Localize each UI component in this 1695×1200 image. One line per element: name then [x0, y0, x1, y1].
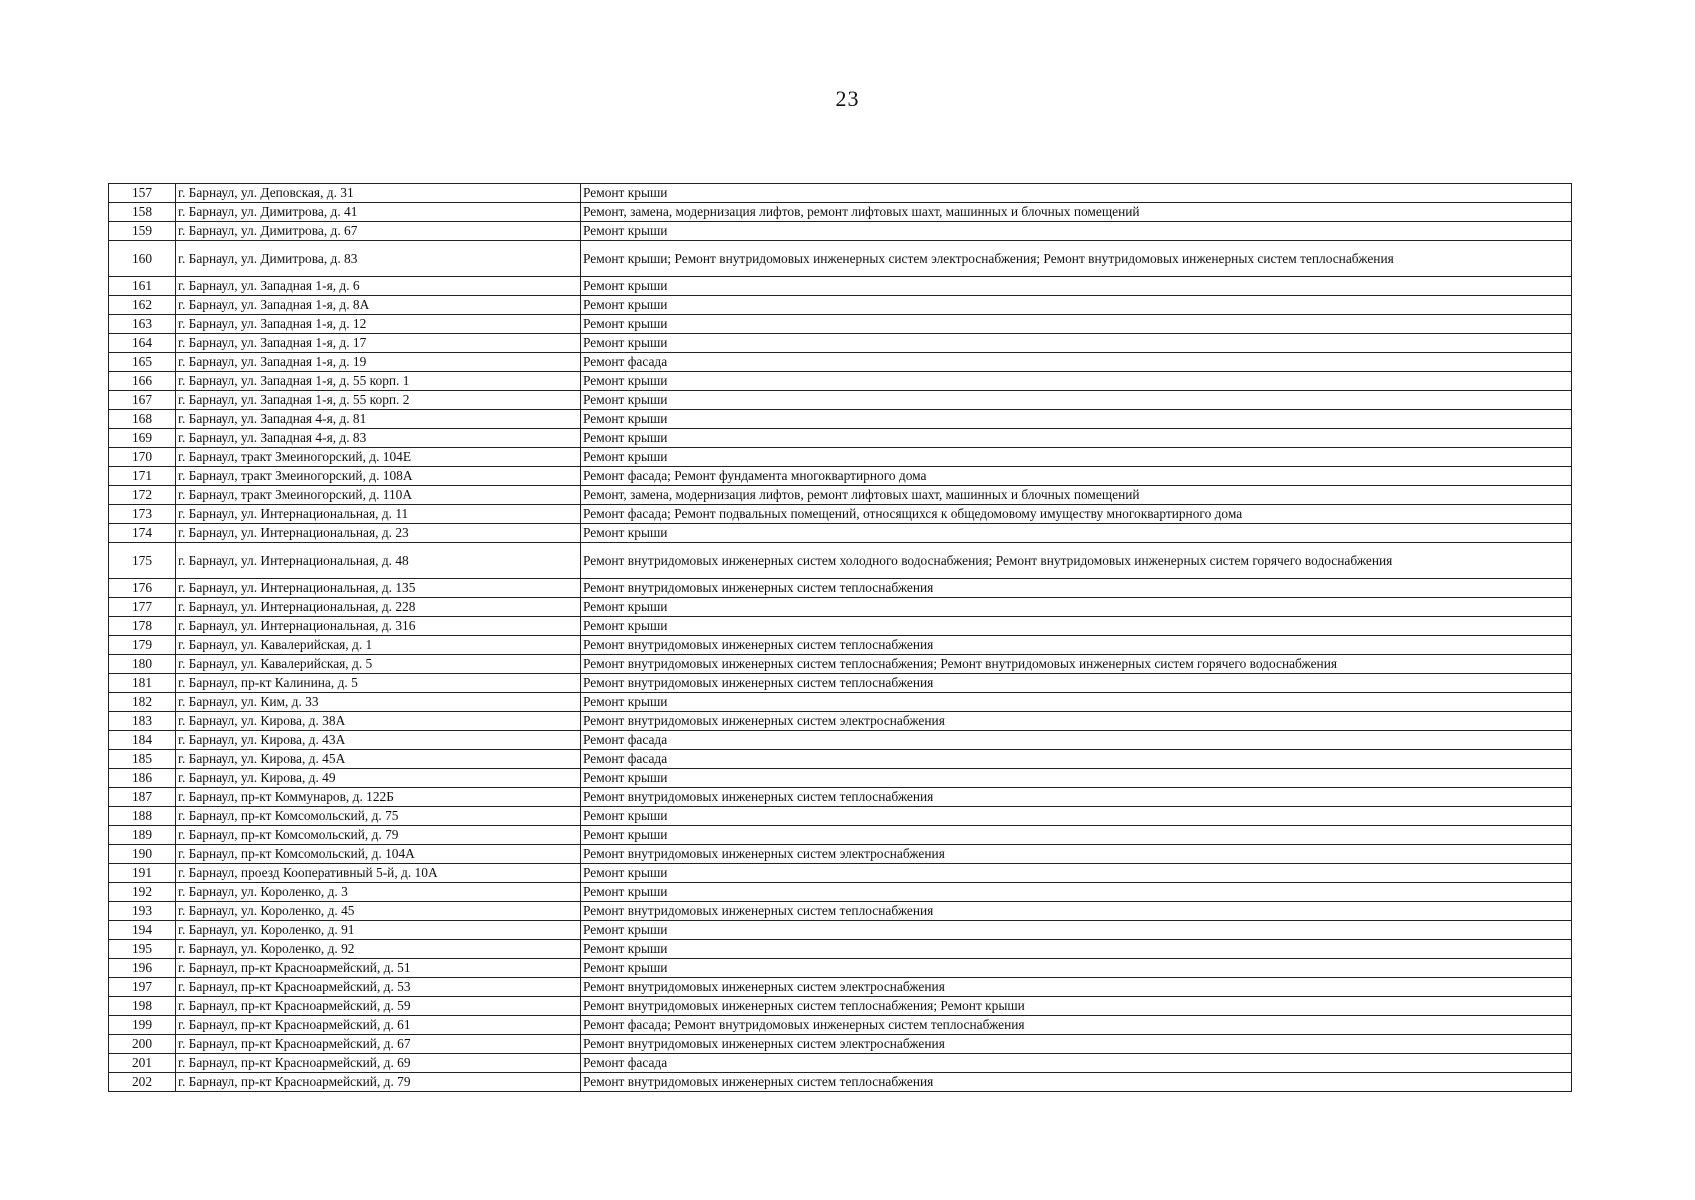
- row-number-cell: 193: [109, 902, 176, 921]
- address-cell: г. Барнаул, ул. Интернациональная, д. 11: [176, 505, 581, 524]
- table-row: [109, 617, 1572, 636]
- row-number-cell: 173: [109, 505, 176, 524]
- address-cell: г. Барнаул, пр-кт Калинина, д. 5: [176, 674, 581, 693]
- row-number-cell: 202: [109, 1073, 176, 1092]
- table-row: [109, 807, 1572, 826]
- work-type-cell: Ремонт крыши: [581, 429, 1572, 448]
- address-cell: г. Барнаул, пр-кт Красноармейский, д. 79: [176, 1073, 581, 1092]
- address-cell: г. Барнаул, ул. Короленко, д. 45: [176, 902, 581, 921]
- work-type-cell: Ремонт крыши: [581, 921, 1572, 940]
- row-number-cell: 157: [109, 184, 176, 203]
- row-number-cell: 199: [109, 1016, 176, 1035]
- row-number-cell: 182: [109, 693, 176, 712]
- address-cell: г. Барнаул, ул. Ким, д. 33: [176, 693, 581, 712]
- row-number-cell: 159: [109, 222, 176, 241]
- address-cell: г. Барнаул, ул. Интернациональная, д. 48: [176, 543, 581, 579]
- work-type-cell: Ремонт внутридомовых инженерных систем электроснабжения: [581, 712, 1572, 731]
- row-number-cell: 179: [109, 636, 176, 655]
- work-type-cell: Ремонт фасада; Ремонт внутридомовых инженерных систем теплоснабжения: [581, 1016, 1572, 1035]
- address-cell: г. Барнаул, ул. Интернациональная, д. 316: [176, 617, 581, 636]
- work-type-cell: Ремонт внутридомовых инженерных систем теплоснабжения: [581, 579, 1572, 598]
- address-cell: г. Барнаул, проезд Кооперативный 5-й, д. 10А: [176, 864, 581, 883]
- table-row: [109, 693, 1572, 712]
- row-number-cell: 169: [109, 429, 176, 448]
- table-row: [109, 921, 1572, 940]
- table-row: [109, 579, 1572, 598]
- row-number-cell: 178: [109, 617, 176, 636]
- table-row: [109, 184, 1572, 203]
- row-number-cell: 164: [109, 334, 176, 353]
- address-cell: г. Барнаул, ул. Интернациональная, д. 228: [176, 598, 581, 617]
- table-row: [109, 864, 1572, 883]
- work-type-cell: Ремонт внутридомовых инженерных систем теплоснабжения: [581, 902, 1572, 921]
- work-type-cell: Ремонт фасада: [581, 731, 1572, 750]
- table-row: [109, 429, 1572, 448]
- row-number-cell: 180: [109, 655, 176, 674]
- registry-table: [108, 183, 1572, 1092]
- address-cell: г. Барнаул, ул. Западная 1-я, д. 17: [176, 334, 581, 353]
- row-number-cell: 189: [109, 826, 176, 845]
- work-type-cell: Ремонт, замена, модернизация лифтов, ремонт лифтовых шахт, машинных и блочных помещений: [581, 486, 1572, 505]
- row-number-cell: 196: [109, 959, 176, 978]
- work-type-cell: Ремонт крыши: [581, 959, 1572, 978]
- work-type-cell: Ремонт фасада: [581, 353, 1572, 372]
- table-row: [109, 203, 1572, 222]
- table-row: [109, 222, 1572, 241]
- table-row: [109, 1016, 1572, 1035]
- table-row: [109, 674, 1572, 693]
- address-cell: г. Барнаул, ул. Западная 1-я, д. 8А: [176, 296, 581, 315]
- row-number-cell: 176: [109, 579, 176, 598]
- address-cell: г. Барнаул, ул. Западная 4-я, д. 83: [176, 429, 581, 448]
- work-type-cell: Ремонт крыши: [581, 826, 1572, 845]
- work-type-cell: Ремонт внутридомовых инженерных систем электроснабжения: [581, 1035, 1572, 1054]
- table-row: [109, 598, 1572, 617]
- row-number-cell: 198: [109, 997, 176, 1016]
- address-cell: г. Барнаул, ул. Кирова, д. 38А: [176, 712, 581, 731]
- table-row: [109, 410, 1572, 429]
- work-type-cell: Ремонт крыши: [581, 277, 1572, 296]
- work-type-cell: Ремонт крыши: [581, 864, 1572, 883]
- address-cell: г. Барнаул, пр-кт Красноармейский, д. 51: [176, 959, 581, 978]
- address-cell: г. Барнаул, пр-кт Коммунаров, д. 122Б: [176, 788, 581, 807]
- table-row: [109, 750, 1572, 769]
- table-row: [109, 372, 1572, 391]
- address-cell: г. Барнаул, ул. Интернациональная, д. 135: [176, 579, 581, 598]
- row-number-cell: 172: [109, 486, 176, 505]
- work-type-cell: Ремонт крыши: [581, 448, 1572, 467]
- table-row: [109, 769, 1572, 788]
- work-type-cell: Ремонт фасада; Ремонт подвальных помещений, относящихся к общедомовому имуществу многоквартирного дома: [581, 505, 1572, 524]
- row-number-cell: 187: [109, 788, 176, 807]
- work-type-cell: Ремонт крыши: [581, 296, 1572, 315]
- work-type-cell: Ремонт крыши: [581, 391, 1572, 410]
- table-row: [109, 353, 1572, 372]
- work-type-cell: Ремонт крыши: [581, 222, 1572, 241]
- row-number-cell: 188: [109, 807, 176, 826]
- address-cell: г. Барнаул, пр-кт Комсомольский, д. 79: [176, 826, 581, 845]
- table-row: [109, 712, 1572, 731]
- table-row: [109, 467, 1572, 486]
- address-cell: г. Барнаул, пр-кт Красноармейский, д. 59: [176, 997, 581, 1016]
- work-type-cell: Ремонт крыши: [581, 598, 1572, 617]
- table-row: [109, 655, 1572, 674]
- address-cell: г. Барнаул, ул. Интернациональная, д. 23: [176, 524, 581, 543]
- address-cell: г. Барнаул, ул. Кирова, д. 49: [176, 769, 581, 788]
- row-number-cell: 191: [109, 864, 176, 883]
- table-row: [109, 731, 1572, 750]
- work-type-cell: Ремонт внутридомовых инженерных систем теплоснабжения: [581, 1073, 1572, 1092]
- work-type-cell: Ремонт крыши: [581, 410, 1572, 429]
- work-type-cell: Ремонт фасада; Ремонт фундамента многоквартирного дома: [581, 467, 1572, 486]
- work-type-cell: Ремонт крыши; Ремонт внутридомовых инженерных систем электроснабжения; Ремонт внутридомовых инженерных систем теплоснабжения: [581, 241, 1572, 277]
- work-type-cell: Ремонт крыши: [581, 883, 1572, 902]
- address-cell: г. Барнаул, ул. Димитрова, д. 41: [176, 203, 581, 222]
- row-number-cell: 185: [109, 750, 176, 769]
- row-number-cell: 183: [109, 712, 176, 731]
- address-cell: г. Барнаул, ул. Деповская, д. 31: [176, 184, 581, 203]
- row-number-cell: 160: [109, 241, 176, 277]
- address-cell: г. Барнаул, ул. Западная 1-я, д. 55 корп. 1: [176, 372, 581, 391]
- work-type-cell: Ремонт внутридомовых инженерных систем теплоснабжения: [581, 788, 1572, 807]
- work-type-cell: Ремонт внутридомовых инженерных систем электроснабжения: [581, 978, 1572, 997]
- address-cell: г. Барнаул, ул. Димитрова, д. 83: [176, 241, 581, 277]
- address-cell: г. Барнаул, ул. Кирова, д. 45А: [176, 750, 581, 769]
- table-row: [109, 845, 1572, 864]
- address-cell: г. Барнаул, ул. Западная 4-я, д. 81: [176, 410, 581, 429]
- table-row: [109, 883, 1572, 902]
- table-row: [109, 940, 1572, 959]
- work-type-cell: Ремонт внутридомовых инженерных систем теплоснабжения; Ремонт крыши: [581, 997, 1572, 1016]
- address-cell: г. Барнаул, пр-кт Красноармейский, д. 53: [176, 978, 581, 997]
- table-row: [109, 1054, 1572, 1073]
- work-type-cell: Ремонт крыши: [581, 334, 1572, 353]
- row-number-cell: 170: [109, 448, 176, 467]
- work-type-cell: Ремонт крыши: [581, 617, 1572, 636]
- work-type-cell: Ремонт внутридомовых инженерных систем теплоснабжения: [581, 674, 1572, 693]
- table-row: [109, 902, 1572, 921]
- address-cell: г. Барнаул, ул. Западная 1-я, д. 55 корп. 2: [176, 391, 581, 410]
- work-type-cell: Ремонт крыши: [581, 524, 1572, 543]
- work-type-cell: Ремонт внутридомовых инженерных систем холодного водоснабжения; Ремонт внутридомовых инженерных систем горячего водоснабжения: [581, 543, 1572, 579]
- work-type-cell: Ремонт внутридомовых инженерных систем теплоснабжения: [581, 636, 1572, 655]
- address-cell: г. Барнаул, тракт Змеиногорский, д. 110А: [176, 486, 581, 505]
- table-row: [109, 241, 1572, 277]
- address-cell: г. Барнаул, тракт Змеиногорский, д. 108А: [176, 467, 581, 486]
- row-number-cell: 162: [109, 296, 176, 315]
- address-cell: г. Барнаул, ул. Димитрова, д. 67: [176, 222, 581, 241]
- table-row: [109, 636, 1572, 655]
- row-number-cell: 167: [109, 391, 176, 410]
- row-number-cell: 186: [109, 769, 176, 788]
- table-row: [109, 959, 1572, 978]
- table-row: [109, 997, 1572, 1016]
- table-row: [109, 1035, 1572, 1054]
- address-cell: г. Барнаул, пр-кт Комсомольский, д. 104А: [176, 845, 581, 864]
- row-number-cell: 201: [109, 1054, 176, 1073]
- work-type-cell: Ремонт крыши: [581, 315, 1572, 334]
- address-cell: г. Барнаул, ул. Кавалерийская, д. 1: [176, 636, 581, 655]
- row-number-cell: 171: [109, 467, 176, 486]
- work-type-cell: Ремонт крыши: [581, 372, 1572, 391]
- address-cell: г. Барнаул, ул. Кирова, д. 43А: [176, 731, 581, 750]
- table-row: [109, 1073, 1572, 1092]
- address-cell: г. Барнаул, пр-кт Красноармейский, д. 61: [176, 1016, 581, 1035]
- table-row: [109, 391, 1572, 410]
- row-number-cell: 166: [109, 372, 176, 391]
- table-row: [109, 524, 1572, 543]
- table-row: [109, 296, 1572, 315]
- work-type-cell: Ремонт крыши: [581, 807, 1572, 826]
- row-number-cell: 158: [109, 203, 176, 222]
- registry-table-body: [109, 184, 1572, 1092]
- work-type-cell: Ремонт внутридомовых инженерных систем теплоснабжения; Ремонт внутридомовых инженерных систем горячего водоснабжения: [581, 655, 1572, 674]
- work-type-cell: Ремонт фасада: [581, 1054, 1572, 1073]
- row-number-cell: 181: [109, 674, 176, 693]
- row-number-cell: 168: [109, 410, 176, 429]
- table-row: [109, 448, 1572, 467]
- table-row: [109, 315, 1572, 334]
- row-number-cell: 184: [109, 731, 176, 750]
- address-cell: г. Барнаул, ул. Короленко, д. 91: [176, 921, 581, 940]
- work-type-cell: Ремонт фасада: [581, 750, 1572, 769]
- address-cell: г. Барнаул, тракт Змеиногорский, д. 104Е: [176, 448, 581, 467]
- work-type-cell: Ремонт внутридомовых инженерных систем электроснабжения: [581, 845, 1572, 864]
- table-row: [109, 505, 1572, 524]
- table-row: [109, 978, 1572, 997]
- address-cell: г. Барнаул, пр-кт Красноармейский, д. 69: [176, 1054, 581, 1073]
- page-number: 23: [835, 86, 860, 111]
- table-row: [109, 486, 1572, 505]
- row-number-cell: 165: [109, 353, 176, 372]
- table-row: [109, 277, 1572, 296]
- work-type-cell: Ремонт крыши: [581, 693, 1572, 712]
- work-type-cell: Ремонт крыши: [581, 769, 1572, 788]
- row-number-cell: 197: [109, 978, 176, 997]
- table-row: [109, 788, 1572, 807]
- table-row: [109, 543, 1572, 579]
- row-number-cell: 190: [109, 845, 176, 864]
- row-number-cell: 161: [109, 277, 176, 296]
- row-number-cell: 177: [109, 598, 176, 617]
- address-cell: г. Барнаул, ул. Короленко, д. 92: [176, 940, 581, 959]
- address-cell: г. Барнаул, пр-кт Комсомольский, д. 75: [176, 807, 581, 826]
- table-row: [109, 334, 1572, 353]
- work-type-cell: Ремонт крыши: [581, 184, 1572, 203]
- address-cell: г. Барнаул, ул. Кавалерийская, д. 5: [176, 655, 581, 674]
- table-row: [109, 826, 1572, 845]
- row-number-cell: 163: [109, 315, 176, 334]
- row-number-cell: 195: [109, 940, 176, 959]
- row-number-cell: 194: [109, 921, 176, 940]
- address-cell: г. Барнаул, пр-кт Красноармейский, д. 67: [176, 1035, 581, 1054]
- row-number-cell: 200: [109, 1035, 176, 1054]
- work-type-cell: Ремонт, замена, модернизация лифтов, ремонт лифтовых шахт, машинных и блочных помещений: [581, 203, 1572, 222]
- row-number-cell: 192: [109, 883, 176, 902]
- address-cell: г. Барнаул, ул. Западная 1-я, д. 19: [176, 353, 581, 372]
- address-cell: г. Барнаул, ул. Короленко, д. 3: [176, 883, 581, 902]
- work-type-cell: Ремонт крыши: [581, 940, 1572, 959]
- address-cell: г. Барнаул, ул. Западная 1-я, д. 6: [176, 277, 581, 296]
- row-number-cell: 174: [109, 524, 176, 543]
- address-cell: г. Барнаул, ул. Западная 1-я, д. 12: [176, 315, 581, 334]
- row-number-cell: 175: [109, 543, 176, 579]
